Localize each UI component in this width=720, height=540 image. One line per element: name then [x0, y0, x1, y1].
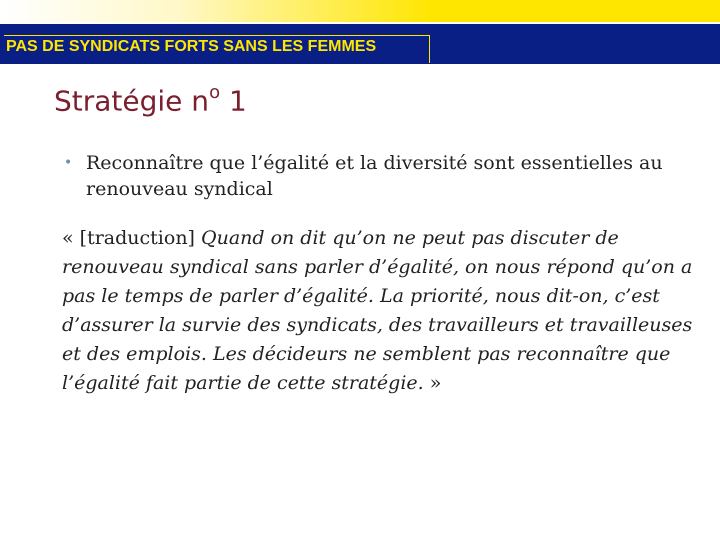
- heading-main: Stratégie n: [54, 84, 210, 118]
- quote-prefix: « [traduction]: [62, 227, 202, 249]
- heading-sup: o: [209, 82, 221, 103]
- heading-number: 1: [220, 84, 247, 118]
- quote-suffix: »: [423, 372, 442, 394]
- yellow-band: [0, 0, 720, 22]
- slide-heading: [54, 84, 247, 117]
- bullet-dot-icon: •: [64, 155, 73, 171]
- bullet-item: [64, 150, 704, 202]
- quote-paragraph: [62, 224, 712, 398]
- bullet-text: Reconnaître que l’égalité et la diversité sont essentielles au renouveau syndical: [86, 152, 663, 200]
- quote-text: Quand on dit qu’on ne peut pas discuter de renouveau syndical sans parler d’égalité, on nous répond qu’on a pas le temps de parler d’égalité. La priorité, nous dit-on, c’est d’assurer la survie des syndicats, des travailleurs et travailleuses et des emplois. Les décideurs ne semblent pas reconnaître que l’égalité fait partie de cette stratégie.: [62, 227, 693, 394]
- banner-title: PAS DE SYNDICATS FORTS SANS LES FEMMES: [6, 38, 377, 55]
